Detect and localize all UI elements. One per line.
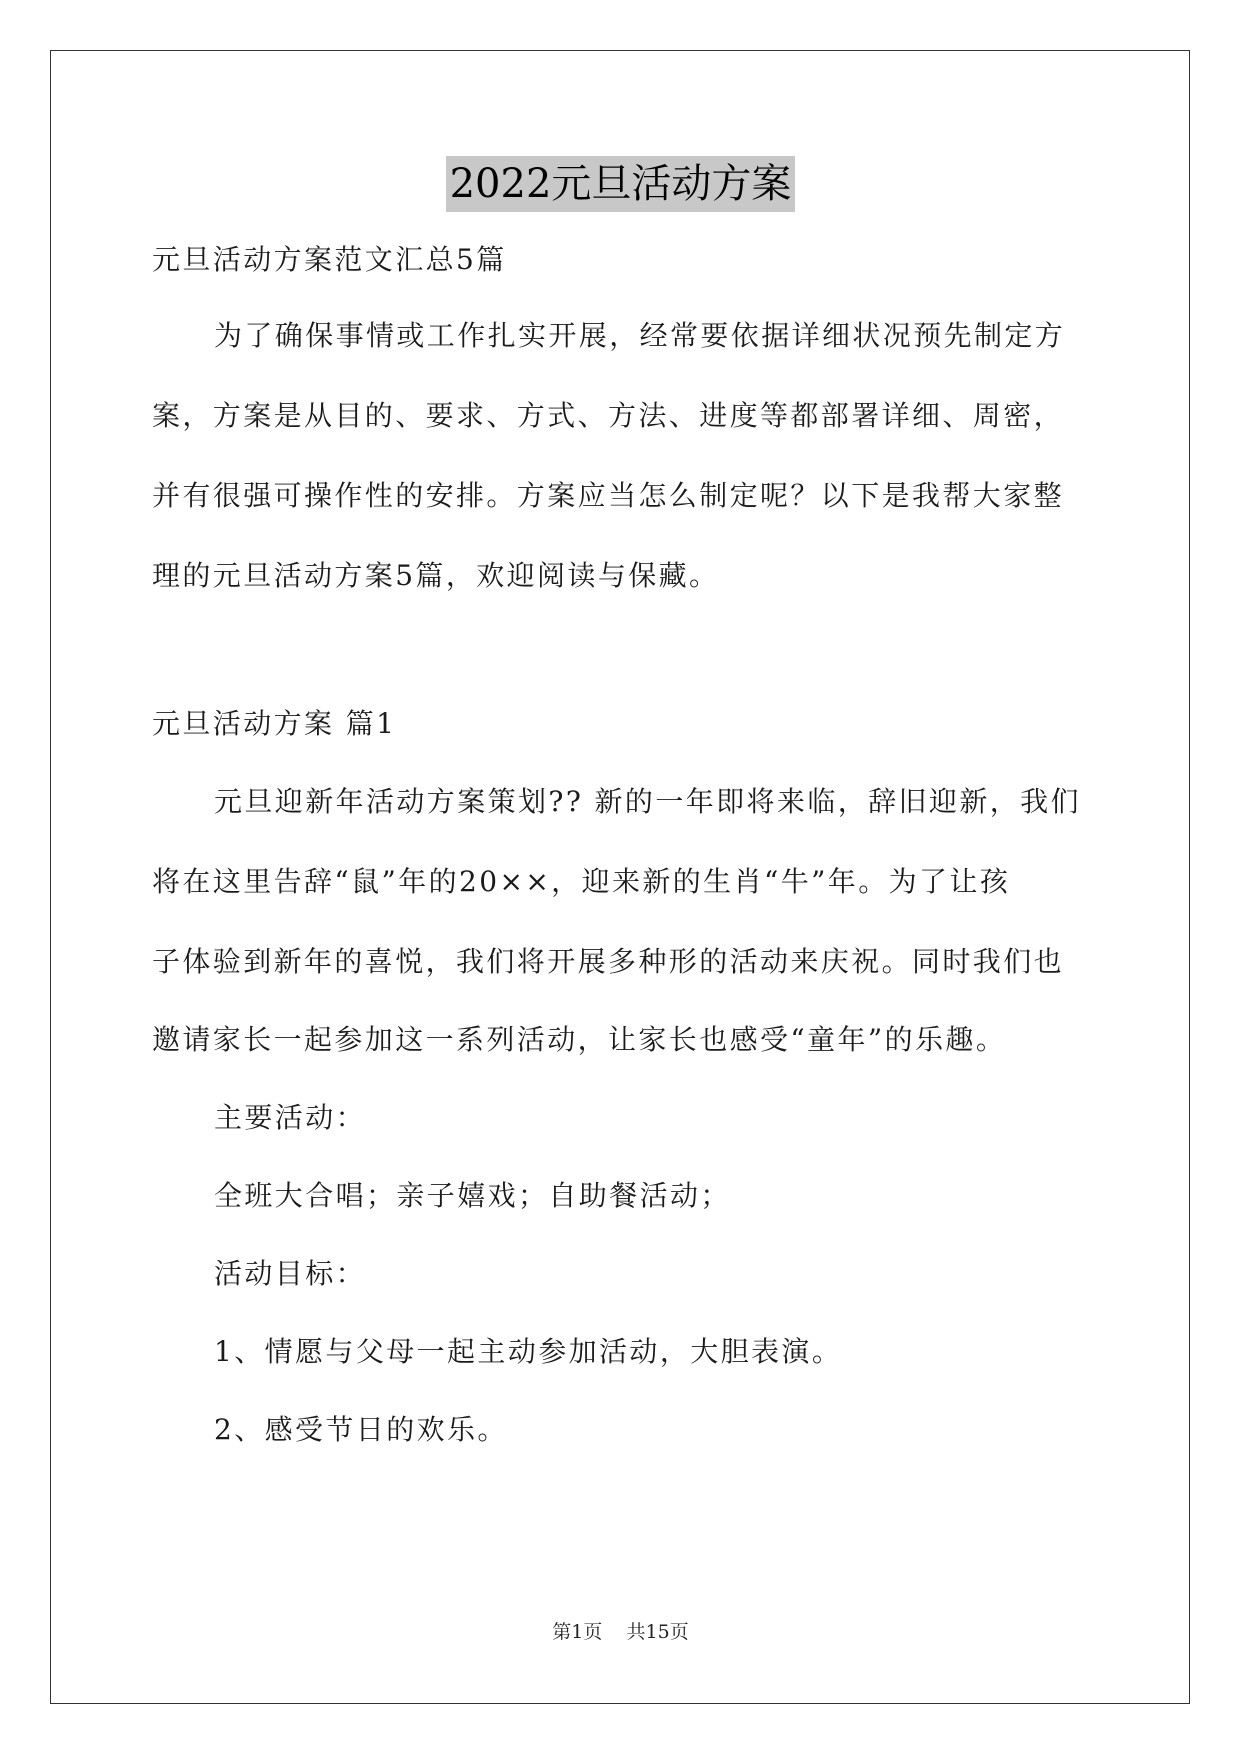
page-total: 共15页 [626,1621,689,1643]
intro-line-1: 为了确保事情或工作扎实开展，经常要依据详细状况预先制定方 [214,319,1066,352]
paragraph-line-2: 将在这里告辞“鼠”年的20××，迎来新的生肖“牛”年。为了让孩 [152,865,1011,898]
goals-label: 活动目标： [214,1257,367,1290]
paragraph-line-3: 子体验到新年的喜悦，我们将开展多种形的活动来庆祝。同时我们也 [152,945,1065,978]
goal-item-2: 2、感受节日的欢乐。 [214,1413,508,1446]
main-activities-label: 主要活动： [214,1101,367,1134]
intro-line-2: 案，方案是从目的、要求、方式、方法、进度等都部署详细、周密， [152,399,1065,432]
paragraph-line-4: 邀请家长一起参加这一系列活动，让家长也感受“童年”的乐趣。 [152,1023,1007,1056]
intro-line-4: 理的元旦活动方案5篇，欢迎阅读与保藏。 [152,559,720,592]
document-title: 2022元旦活动方案 [446,156,796,212]
section-heading: 元旦活动方案 篇1 [152,707,397,740]
paragraph-line-1: 元旦迎新年活动方案策划?? 新的一年即将来临，辞旧迎新，我们 [214,785,1081,818]
goal-item-1: 1、情愿与父母一起主动参加活动，大胆表演。 [214,1335,843,1368]
document-subtitle: 元旦活动方案范文汇总5篇 [152,243,507,276]
page-footer [0,1620,1241,1644]
main-activities-list: 全班大合唱；亲子嬉戏；自助餐活动； [214,1179,731,1212]
title-container [0,156,1241,212]
intro-line-3: 并有很强可操作性的安排。方案应当怎么制定呢？以下是我帮大家整 [152,479,1065,512]
page-number: 第1页 [552,1621,603,1643]
